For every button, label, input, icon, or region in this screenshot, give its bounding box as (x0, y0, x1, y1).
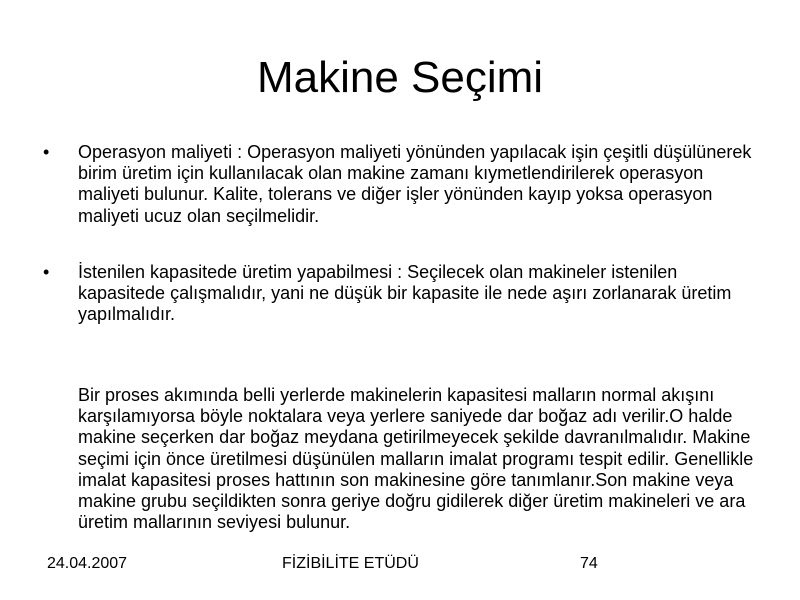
bullet-item-operation-cost (44, 142, 760, 227)
bullet-list (44, 142, 760, 360)
footer-title: FİZİBİLİTE ETÜDÜ (282, 555, 419, 572)
bullet-marker: • (43, 261, 50, 282)
body-paragraph: Bir proses akımında belli yerlerde makinelerin kapasitesi malların normal akışını karşılamıyorsa böyle noktalara veya yerlere saniyede dar boğaz adı verilir.O halde makine seçerken dar boğaz meydana getirilmeyecek şekilde davranılmalıdır. Makine seçimi için önce üretilmesi düşünülen malların imalat programı tespit edilir. Genellikle imalat kapasitesi proses hattının son makinesine göre tanımlanır.Son makine veya makine grubu seçildikten sonra geriye doğru gidilerek diğer üretim makineleri ve ara üretim mallarının seviyesi bulunur. (78, 385, 754, 533)
footer-page-number: 74 (580, 555, 598, 572)
bullet-item-capacity (44, 262, 760, 326)
bullet-marker: • (43, 142, 50, 162)
bullet-text: Operasyon maliyeti : Operasyon maliyeti yönünden yapılacak işin çeşitli düşülünerek birim üretim için kullanılacak olan makine zamanı kıymetlendirilerek operasyon maliyeti bulunur. Kalite, tolerans ve diğer işler yönünden kayıp yoksa operasyon maliyeti ucuz olan seçilmelidir. (78, 142, 752, 226)
slide-title: Makine Seçimi (256, 53, 544, 102)
bullet-text: İstenilen kapasitede üretim yapabilmesi : Seçilecek olan makineler istenilen kapasitede çalışmalıdır, yani ne düşük bir kapasite ile nede aşırı zorlanarak üretim yapılmalıdır. (78, 261, 732, 325)
footer-date: 24.04.2007 (47, 555, 128, 572)
